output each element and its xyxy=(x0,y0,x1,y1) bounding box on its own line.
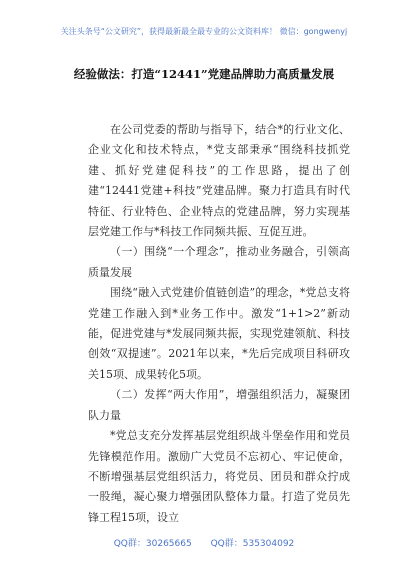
paragraph-section-1: 围绕“融入式党建价值链创造”的理念，*党总支将党建工作融入到*业务工作中。激发“1+1>2”新动能，促进党建与*发展同频共振，实现党建领航、科技创效“双提速”。2021年以来，*先后完成项目科研攻关15项、成果转化5项。 xyxy=(88,286,350,381)
footer-qq-group-2: QQ群：535304092 xyxy=(210,539,295,549)
section-heading-1: （一）围绕“一个理念”，推动业务融合，引领高质量发展 xyxy=(88,245,350,279)
footer-qq-group-1: QQ群：30265665 xyxy=(113,539,192,549)
paragraph-section-2: *党总支充分发挥基层党组织战斗堡垒作用和党员先锋模范作用。激励广大党员不忘初心、牢记使命，不断增强基层党组织活力，将党员、团员和群众拧成一股绳，凝心聚力增强团队整体力量。打造了党员先锋工程15项，设立 xyxy=(88,429,350,524)
document-title: 经验做法：打造“12441”党建品牌助力高质量发展 xyxy=(73,67,335,81)
section-heading-2: （二）发挥“两大作用”，增强组织活力，凝聚团队力量 xyxy=(88,388,350,422)
paragraph-intro: 在公司党委的帮助与指导下，结合*的行业文化、企业文化和技术特点，*党支部秉承“围绕科技抓党建、抓好党建促科技”的工作思路，提出了创建“12441党建+科技”党建品牌。聚力打造具有时代特征、行业特色、企业特点的党建品牌，努力实现基层党建工作与*科技工作同频共振、互促互进。 xyxy=(88,123,350,239)
header-promo-note: 关注头条号“公文研究”，获得最新最全最专业的公文资料库！ 微信：gongwenyj xyxy=(60,27,348,36)
footer-qq-groups xyxy=(0,536,408,549)
document-body xyxy=(88,120,350,528)
